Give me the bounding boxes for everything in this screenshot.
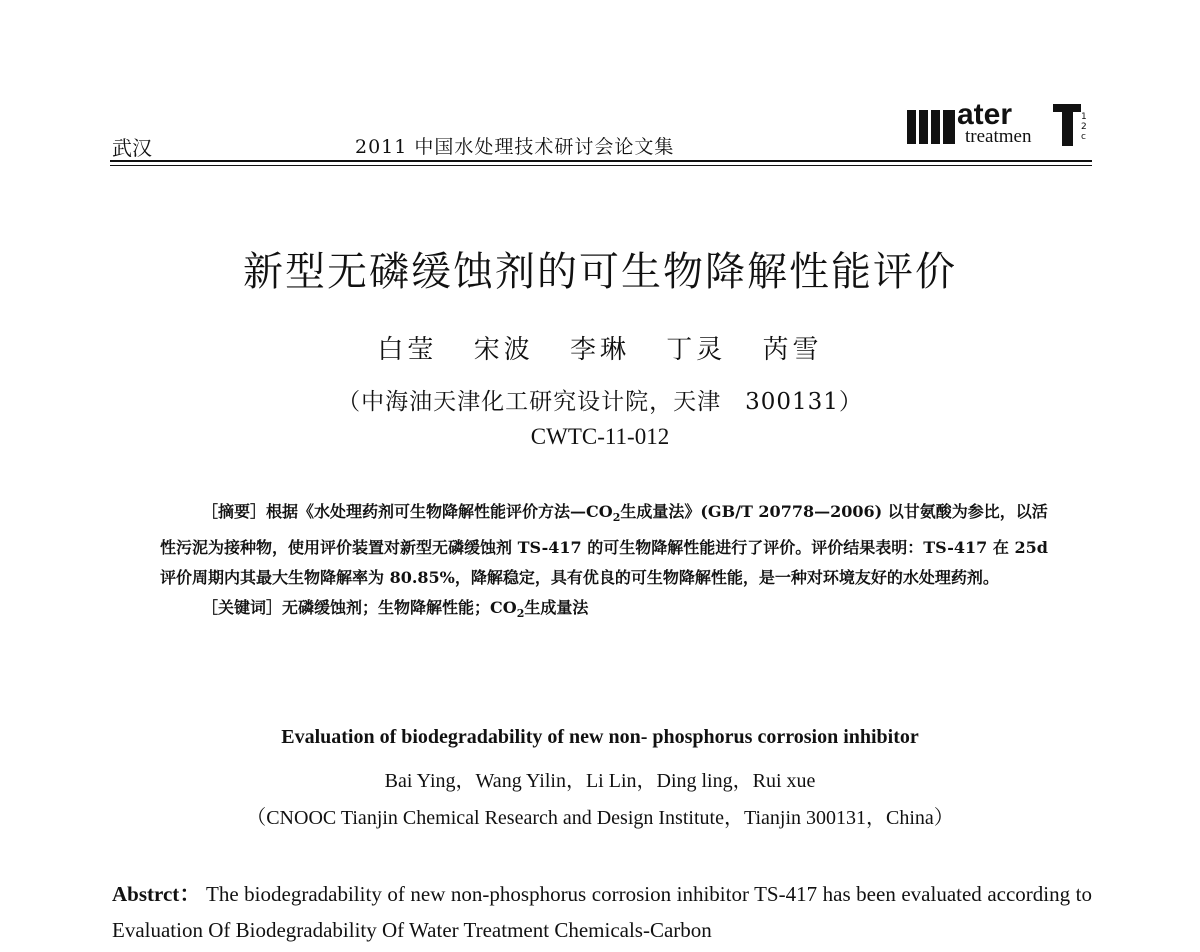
header-location: 武汉 [112, 136, 152, 160]
logo-side-text: 1 2 c [1081, 112, 1087, 142]
paper-title: 新型无磷缓蚀剂的可生物降解性能评价 [243, 249, 957, 295]
header-proceedings-title: 2011 中国水处理技术研讨会论文集 [355, 136, 675, 158]
abstract-label: Abstrct： [112, 882, 201, 906]
english-authors: Bai Ying，Wang Yilin，Li Lin，Ding ling，Rui xue [384, 770, 816, 792]
author-name: 白莹 [377, 335, 438, 365]
water-treatment-logo [905, 98, 1090, 158]
author-name: 丁灵 [666, 335, 727, 365]
author-name: 芮雪 [762, 335, 823, 365]
keywords-line: ［关键词］无磷缓蚀剂；生物降解性能；$CO_2$生成量法 [202, 598, 589, 621]
paper-code: CWTC-11-012 [530, 424, 670, 449]
author-name: 宋波 [473, 335, 534, 365]
author-name: 李琳 [569, 335, 630, 365]
abstract-text: The biodegradability of new non-phosphorus corrosion inhibitor TS-417 has been evaluated according to Evaluation Of Biodegradability Of Water Treatment Chemicals-Carbon [112, 882, 1093, 942]
logo-word-bottom: treatmen [965, 126, 1032, 147]
header-rule-thin [110, 165, 1092, 166]
english-title: Evaluation of biodegradability of new non- phosphorus corrosion inhibitor [281, 726, 919, 748]
author-list [0, 329, 1200, 366]
chinese-abstract [160, 497, 1060, 629]
logo-t-mark [1053, 104, 1081, 146]
abstract-paragraph: ［摘要］根据《水处理药剂可生物降解性能评价方法$—CO_2$生成量法》(GB/T 20778—2006) 以甘氨酸为参比，以活性污泥为接种物，使用评价装置对新型无磷缓蚀剂 TS-417 的可生物降解性能进行了评价。评价结果表明：TS-417 在 25d 评价周期内其最大生物降解率为 80.85%，降解稳定，具有优良的可生物降解性能，是一种对环境友好的水处理药剂。 [160, 502, 1048, 588]
header-rule-thick [110, 160, 1092, 162]
english-affiliation: （CNOOC Tianjin Chemical Research and Design Institute，Tianjin 300131，China） [246, 807, 954, 829]
english-abstract [112, 876, 1092, 948]
logo-word-top: ater [957, 98, 1013, 131]
affiliation: （中海油天津化工研究设计院，天津 300131） [337, 389, 863, 415]
